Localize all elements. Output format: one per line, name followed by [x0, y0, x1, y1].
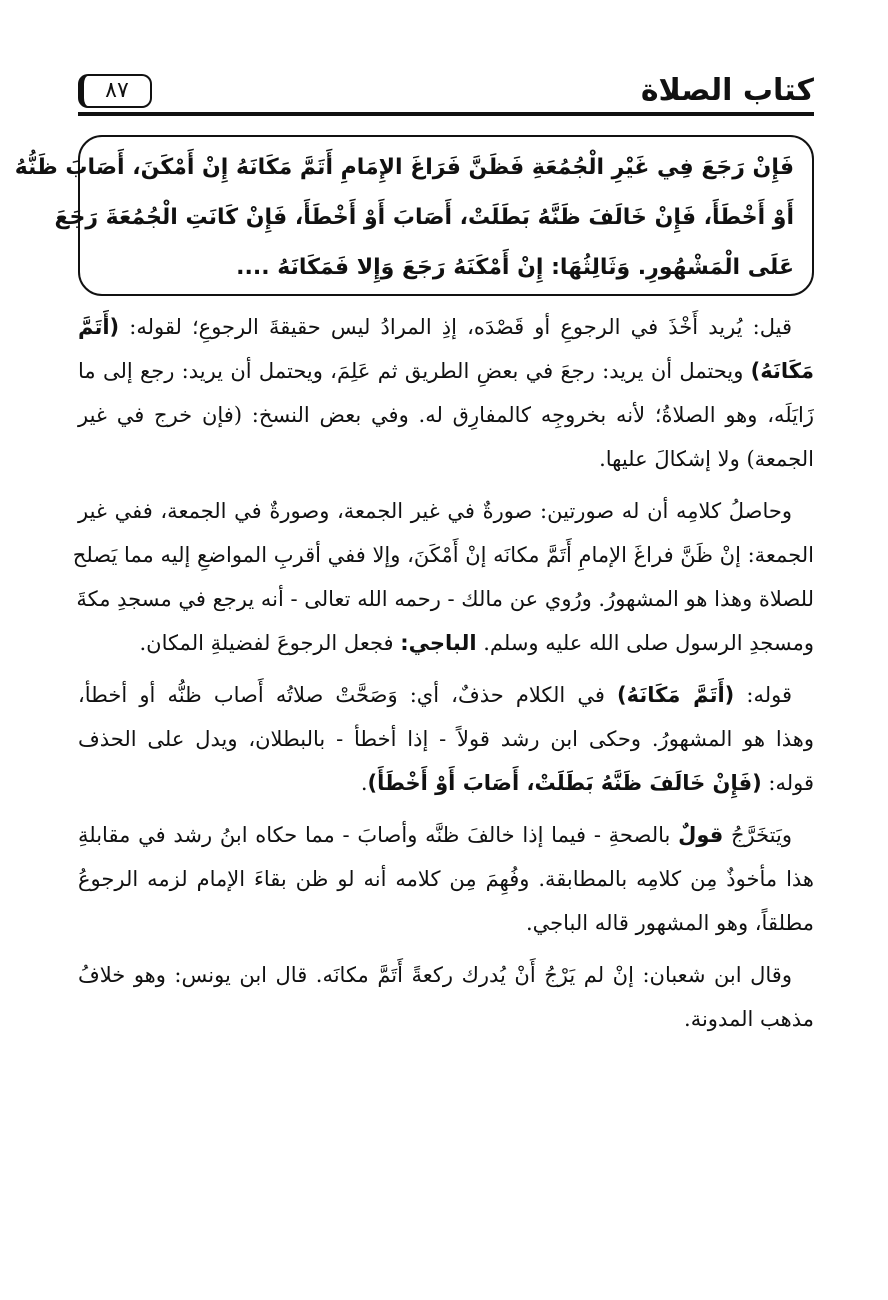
text-line: [78, 577, 814, 621]
text-segment: وقال ابن شعبان: إنْ لم يَرْجُ أَنْ يُدرك ركعةً أَتَمَّ مكانَه. قال ابن يونس: وهو خلافُ: [78, 963, 792, 987]
text-segment: وحاصلُ كلامِه أن له صورتين: صورةٌ في غير الجمعة، وصورةٌ في الجمعة، ففي غير: [78, 499, 792, 523]
text-line: [72, 533, 814, 577]
matn-quote: (أَتَمَّ مَكَانَهُ): [617, 683, 735, 707]
text-segment: في الكلام حذفٌ، أي: وَصَحَّتْ صلاتُه أَصاب ظنُّه أو أخطأ،: [78, 683, 618, 707]
matn-quote: (أَتَمَّ: [78, 315, 120, 339]
text-segment: وهذا هو المشهورُ. وحكى ابن رشد قولاً - إذا أخطأ - بالبطلان، ويدل على الحذف: [78, 727, 814, 751]
matn-line: فَإِنْ رَجَعَ فِي غَيْرِ الْجُمُعَةِ فَظَنَّ فَرَاغَ الإِمَامِ أَتَمَّ مَكَانَهُ إِنْ أَمْكَنَ، أَصَابَ ظَنُّهُ: [14, 155, 794, 180]
text-segment: الجمعة: إنْ ظَنَّ فراغَ الإمامِ أَتَمَّ مكانَه إنْ أَمْكَنَ، وإلا ففي أقربِ المواضعِ إليه مما يَصلح: [72, 543, 814, 567]
text-line: [78, 761, 814, 805]
matn-line: عَلَى الْمَشْهُورِ. وَثَالِثُهَا: إِنْ أَمْكَنَهُ رَجَعَ وَإِلا فَمَكَانَهُ ....: [236, 255, 794, 280]
text-line: [78, 393, 814, 437]
text-segment: قوله:: [761, 771, 814, 795]
matn-box: [14, 135, 814, 296]
text-segment: مذهب المدونة.: [684, 1007, 814, 1031]
text-segment: .: [360, 771, 368, 795]
header-rule: [78, 112, 814, 116]
text-segment: قيل: يُريد أَخْذَ في الرجوعِ أو قَصْدَه، إذِ المرادُ ليس حقيقةَ الرجوعِ؛ لقوله:: [119, 315, 792, 339]
text-line: [78, 489, 814, 533]
commentary-paragraph: [78, 673, 814, 805]
text-line: [78, 673, 814, 717]
text-segment: الجمعة) ولا إشكالَ عليها.: [599, 447, 814, 471]
text-line: [78, 997, 814, 1041]
commentary-paragraph: [78, 953, 814, 1041]
matn-line: أَوْ أَخْطَأَ، فَإِنْ خَالَفَ ظَنَّهُ بَطَلَتْ، أَصَابَ أَوْ أَخْطَأَ، فَإِنْ كَانَتِ الْجُمُعَةَ رَجَعَ: [54, 205, 794, 230]
commentary-body: [72, 305, 814, 1049]
commentary-paragraph: [78, 813, 814, 945]
text-line: [78, 305, 814, 349]
commentary-paragraph: [72, 489, 814, 665]
text-segment: ويحتمل أن يريد: رجعَ في بعضِ الطريق ثم عَلِمَ، ويحتمل أن يريد: رجع إلى ما: [78, 359, 751, 383]
scholar-name: قولٌ: [678, 823, 724, 847]
text-line: [78, 437, 814, 481]
matn-quote: (فَإِنْ خَالَفَ ظَنَّهُ بَطَلَتْ، أَصَابَ أَوْ أَخْطَأَ): [367, 771, 762, 795]
scholar-name: الباجي:: [400, 631, 477, 655]
text-segment: قوله:: [734, 683, 792, 707]
text-segment: زَايَلَه، وهو الصلاةُ؛ لأنه بخروجِه كالمفارِق له. وفي بعض النسخ: (فإن خرج في غير: [78, 403, 814, 427]
text-line: [78, 901, 814, 945]
text-segment: ومسجدِ الرسول صلى الله عليه وسلم.: [476, 631, 814, 655]
text-segment: هذا مأخوذٌ مِن كلامِه بالمطابقة. وفُهِمَ مِن كلامه أنه لو ظن بقاءَ الإمام لزمه الرجوعُ: [78, 867, 814, 891]
text-segment: ويَتخَرَّجُ: [723, 823, 793, 847]
text-line: [78, 813, 814, 857]
text-line: [78, 717, 814, 761]
page-number: ٨٧: [78, 74, 152, 108]
commentary-paragraph: [78, 305, 814, 481]
text-segment: للصلاة وهذا هو المشهورُ. ورُوي عن مالك - رحمه الله تعالى - أنه يرجع في مسجدِ مكةَ: [76, 587, 814, 611]
page-header: [78, 72, 814, 120]
text-line: [78, 953, 814, 997]
matn-quote: مَكَانَهُ): [750, 359, 814, 383]
text-line: [78, 621, 814, 665]
text-line: [78, 349, 814, 393]
book-title: كتاب الصلاة: [640, 73, 814, 108]
text-segment: مطلقاً، وهو المشهور قاله الباجي.: [526, 911, 814, 935]
text-segment: فجعل الرجوعَ لفضيلةِ المكان.: [139, 631, 401, 655]
text-segment: بالصحةِ - فيما إذا خالفَ ظنَّه وأصابَ - مما حكاه ابنُ رشد في مقابلةِ: [78, 823, 679, 847]
text-line: [78, 857, 814, 901]
